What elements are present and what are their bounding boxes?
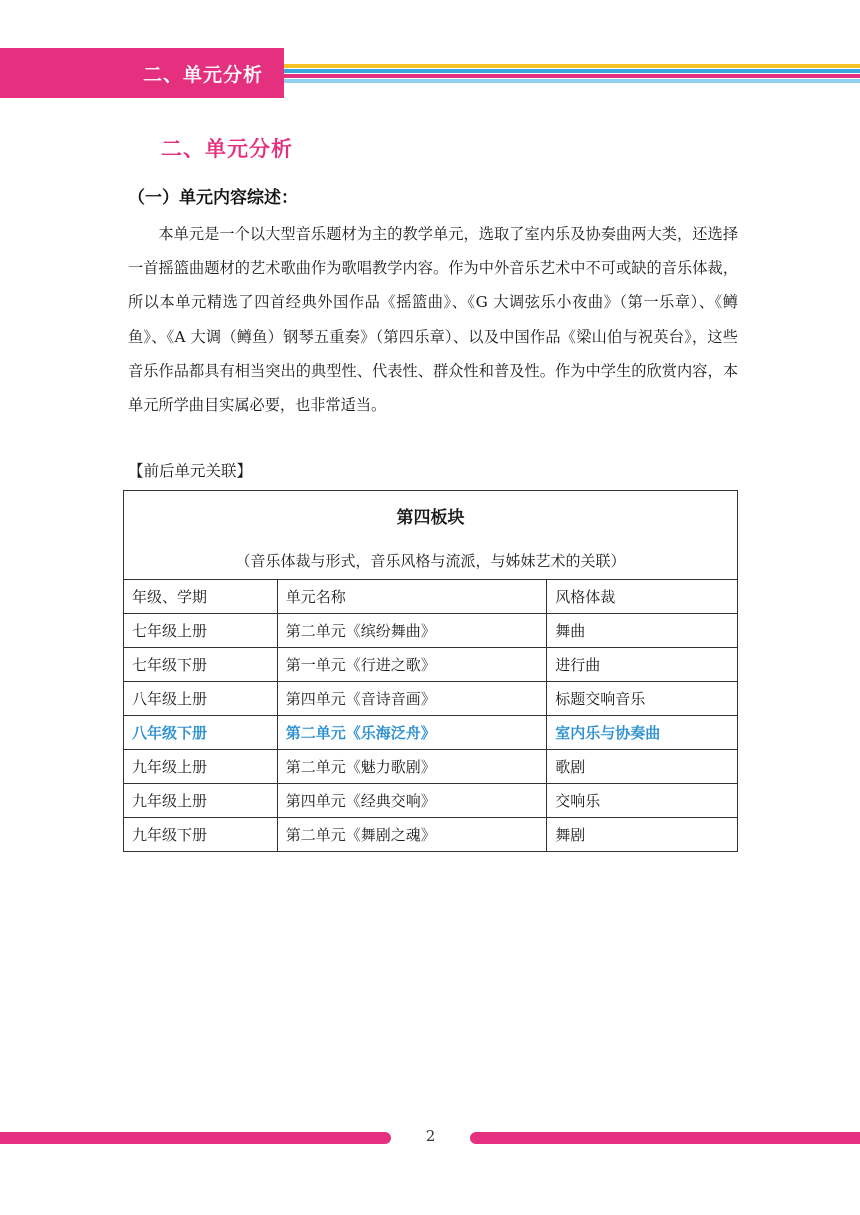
cell-genre: 室内乐与协奏曲 [547,716,738,750]
header-banner [0,48,284,98]
section-title: 二、单元分析 [161,137,293,161]
table-row [124,614,738,648]
cell-genre: 标题交响音乐 [547,682,738,716]
cell-grade: 七年级上册 [124,614,278,648]
footer-cap-left [375,1132,391,1144]
column-header-genre: 风格体裁 [547,580,738,614]
stripe-blue [284,69,860,73]
relation-label: 【前后单元关联】 [128,462,253,480]
cell-unit: 第四单元《经典交响》 [277,784,547,818]
unit-relation-table [123,490,738,852]
cell-grade: 九年级下册 [124,818,278,852]
table-header-row [124,580,738,614]
table-title-row [124,491,738,580]
footer-bar-right [477,1132,860,1144]
cell-grade: 八年级下册 [124,716,278,750]
stripe-pink [284,74,860,78]
cell-grade: 九年级上册 [124,784,278,818]
page-number: 2 [425,1127,436,1145]
cell-grade: 七年级下册 [124,648,278,682]
stripe-light-blue [284,79,860,83]
table-row [124,682,738,716]
footer-bar-left [0,1132,383,1144]
stripe-yellow [284,64,860,68]
block-title: 第四板块 [396,508,465,528]
cell-genre: 交响乐 [547,784,738,818]
column-header-unit: 单元名称 [277,580,547,614]
table-row [124,818,738,852]
cell-genre: 舞剧 [547,818,738,852]
cell-genre: 进行曲 [547,648,738,682]
cell-genre: 舞曲 [547,614,738,648]
banner-title: 二、单元分析 [143,63,264,86]
subsection-title: （一）单元内容综述： [128,188,298,208]
cell-unit: 第四单元《音诗音画》 [277,682,547,716]
cell-grade: 八年级上册 [124,682,278,716]
cell-unit: 第一单元《行进之歌》 [277,648,547,682]
table-row [124,648,738,682]
block-subtitle: （音乐体裁与形式，音乐风格与流派，与姊妹艺术的关联） [235,552,626,570]
cell-unit: 第二单元《魅力歌剧》 [277,750,547,784]
column-header-grade: 年级、学期 [124,580,278,614]
table-row [124,784,738,818]
table-row-highlighted [124,716,738,750]
header-stripes [284,64,860,84]
unit-summary-paragraph: 本单元是一个以大型音乐题材为主的教学单元，选取了室内乐及协奏曲两大类，还选择一首摇篮曲题材的艺术歌曲作为歌唱教学内容。作为中外音乐艺术中不可或缺的音乐体裁，所以本单元精选了四首经典外国作品《摇篮曲》、《G 大调弦乐小夜曲》（第一乐章）、《鳟鱼》、《A 大调（鳟鱼）钢琴五重奏》（第四乐章）、以及中国作品《梁山伯与祝英台》，这些音乐作品都具有相当突出的典型性、代表性、群众性和普及性。作为中学生的欣赏内容，本单元所学曲目实属必要，也非常适当。 [128,225,738,415]
footer-cap-right [470,1132,486,1144]
table-row [124,750,738,784]
cell-genre: 歌剧 [547,750,738,784]
cell-grade: 九年级上册 [124,750,278,784]
table-title-cell [124,491,738,580]
cell-unit: 第二单元《舞剧之魂》 [277,818,547,852]
cell-unit: 第二单元《乐海泛舟》 [277,716,547,750]
cell-unit: 第二单元《缤纷舞曲》 [277,614,547,648]
